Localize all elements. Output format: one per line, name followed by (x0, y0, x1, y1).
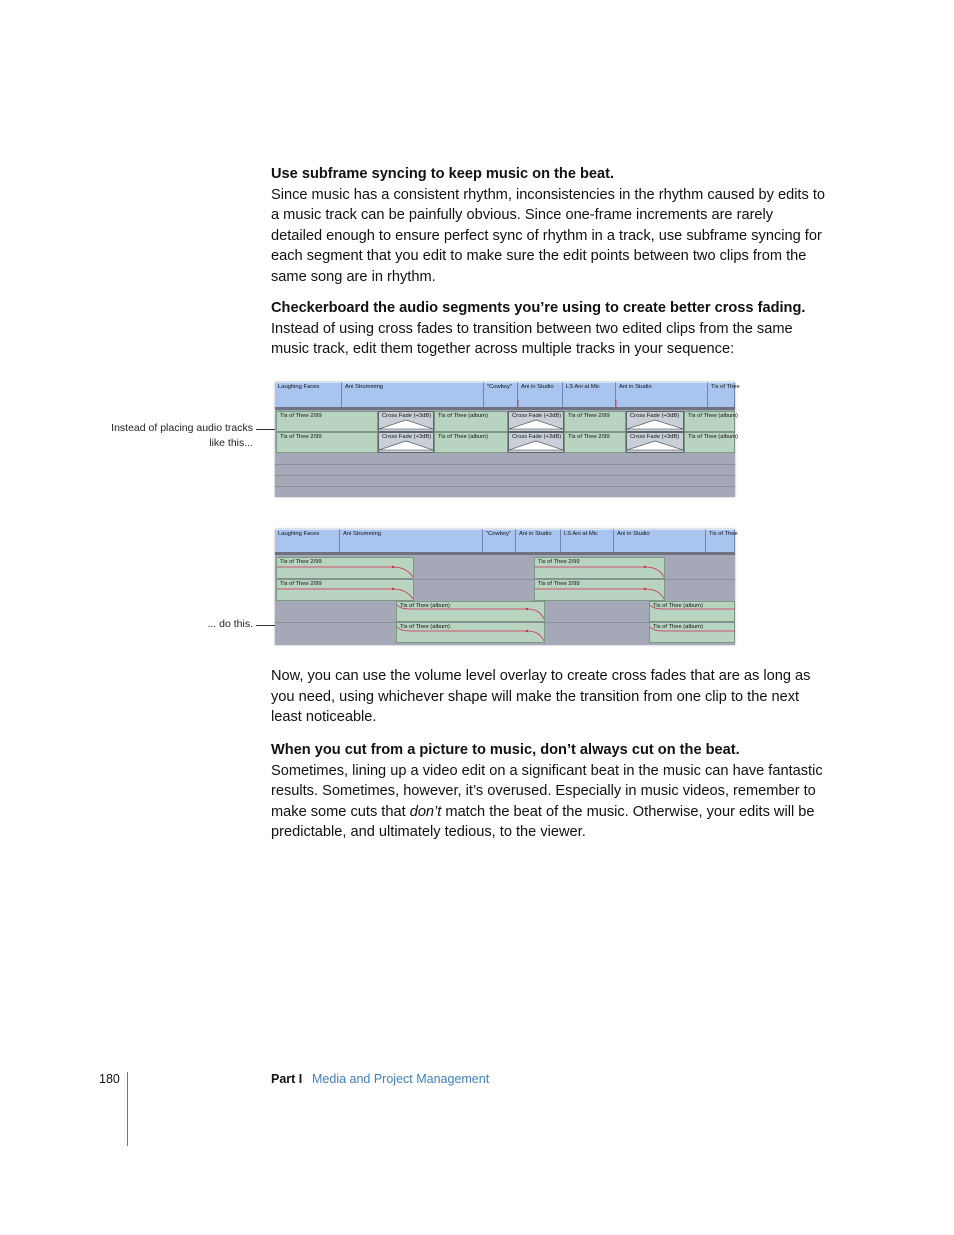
cross-fade[interactable]: Cross Fade (+3dB) (378, 411, 434, 432)
cross-fade[interactable]: Cross Fade (+3dB) (626, 411, 684, 432)
cross-fade[interactable]: Cross Fade (+3dB) (626, 432, 684, 453)
video-clip[interactable]: Tis of Thee (708, 382, 735, 407)
timeline-crossfades (275, 382, 740, 497)
track-separator (275, 552, 735, 555)
section-body (271, 761, 827, 843)
callout-bottom: ... do this. (207, 618, 253, 630)
body-text: match the beat of the music. Otherwise, your edits will be predictable, and ultimately tedious, to the viewer. (271, 803, 815, 840)
footer-chapter-link[interactable]: Media and Project Management (312, 1072, 490, 1086)
audio-clip[interactable]: Tis of Thee 2/99 (276, 579, 414, 601)
audio-clip[interactable]: Tis of Thee 2/99 (564, 411, 626, 432)
timeline-checkerboard (275, 529, 738, 645)
video-clip[interactable]: Ani in Studio (616, 382, 708, 407)
audio-clip[interactable]: Tis of Thee 2/99 (534, 579, 665, 601)
section-subframe (271, 164, 827, 287)
track-separator (275, 407, 735, 410)
section-volume-overlay (271, 666, 827, 728)
body-text: Sometimes, lining up a video edit on a significant beat in the music can have fantastic results. Sometimes, however, it’s overused. Especially in music videos, remember to make some cuts that (271, 762, 823, 820)
callout-bottom-leader (256, 625, 276, 626)
cross-fade[interactable]: Cross Fade (+3dB) (508, 432, 564, 453)
section-cut-on-beat (271, 740, 827, 843)
empty-track-line (275, 622, 735, 623)
empty-track-line (275, 486, 735, 487)
video-clip[interactable]: Ani in Studio (518, 382, 563, 407)
video-clip[interactable]: Ani Strumming (340, 529, 483, 552)
callout-top-leader (256, 429, 276, 430)
audio-clip[interactable]: Tis of Thee 2/99 (276, 411, 378, 432)
audio-clip[interactable]: Tis of Thee (album) (649, 601, 735, 622)
page-number: 180 (99, 1072, 120, 1086)
section-body: Since music has a consistent rhythm, inconsistencies in the rhythm caused by edits to a music track can be painfully obvious. Since one-frame increments are rarely detailed enough to ensure perfect sync of rhythm in a track, use subframe syncing for each segment that you edit to make sure the edit points between two clips from the same song are in rhythm. (271, 186, 826, 285)
empty-track-line (275, 579, 735, 580)
video-clip[interactable]: Ani in Studio (516, 529, 561, 552)
audio-clip[interactable]: Tis of Thee (album) (684, 432, 735, 453)
section-heading: Use subframe syncing to keep music on the beat. (271, 166, 615, 182)
audio-clip[interactable]: Tis of Thee 2/99 (276, 432, 378, 453)
footer-part: Part I (271, 1072, 303, 1086)
audio-clip[interactable]: Tis of Thee (album) (649, 622, 735, 643)
emphasis-text: don’t (409, 803, 442, 820)
footer-rule (127, 1072, 128, 1146)
audio-clip[interactable]: Tis of Thee (album) (434, 411, 508, 432)
video-clip[interactable]: LS Ani at Mic (561, 529, 614, 552)
cross-fade[interactable]: Cross Fade (+3dB) (508, 411, 564, 432)
audio-clip[interactable]: Tis of Thee (album) (684, 411, 735, 432)
section-body: Instead of using cross fades to transition between two edited clips from the same music track, edit them together across multiple tracks in your sequence: (271, 320, 793, 357)
video-clip[interactable]: Ani in Studio (614, 529, 706, 552)
section-heading: Checkerboard the audio segments you’re using to create better cross fading. (271, 300, 806, 316)
section-heading: When you cut from a picture to music, don’t always cut on the beat. (271, 742, 740, 758)
empty-track-line (275, 464, 735, 465)
section-checkerboard (271, 298, 827, 360)
audio-clip[interactable]: Tis of Thee (album) (396, 622, 545, 643)
audio-clip[interactable]: Tis of Thee (album) (434, 432, 508, 453)
video-clip[interactable]: LS Ani at Mic (563, 382, 616, 407)
audio-clip[interactable]: Tis of Thee 2/99 (534, 557, 665, 579)
video-clip[interactable]: "Cowboy" (483, 529, 516, 552)
cross-fade[interactable]: Cross Fade (+3dB) (378, 432, 434, 453)
section-body: Now, you can use the volume level overlay to create cross fades that are as long as you need, using whichever shape will make the transition from one clip to the next least noticeable. (271, 668, 811, 725)
empty-track-line (275, 475, 735, 476)
audio-clip[interactable]: Tis of Thee (album) (396, 601, 545, 622)
video-clip[interactable]: "Cowboy" (484, 382, 518, 407)
video-clip[interactable]: Ani Strumming (342, 382, 484, 407)
audio-clip[interactable]: Tis of Thee 2/99 (564, 432, 626, 453)
audio-clip[interactable]: Tis of Thee 2/99 (276, 557, 414, 579)
video-clip[interactable]: Laughing Faces (275, 529, 340, 552)
callout-top: Instead of placing audio tracks like this... (111, 422, 253, 449)
video-clip[interactable]: Laughing Faces (275, 382, 342, 407)
video-clip[interactable]: Tis of Thee (706, 529, 735, 552)
